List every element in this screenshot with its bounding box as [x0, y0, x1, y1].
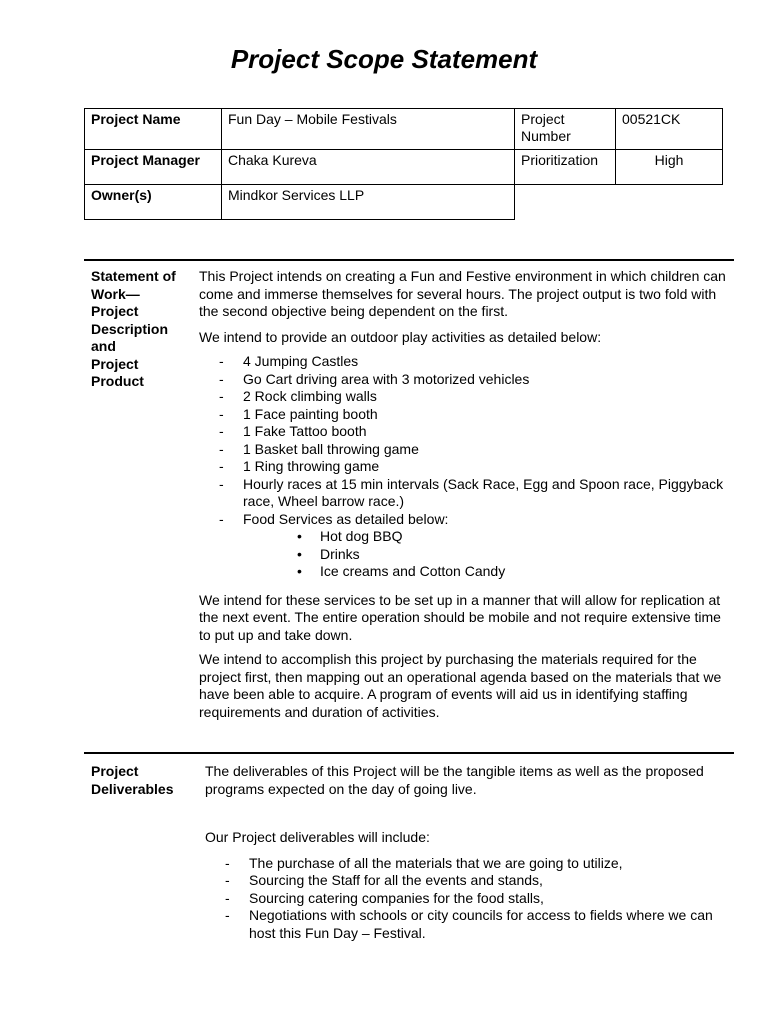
prioritization-label: Prioritization: [515, 150, 616, 185]
project-number-value: 00521CK: [616, 109, 723, 150]
activities-list: [199, 353, 727, 528]
deliverables-lead: Our Project deliverables will include:: [205, 829, 430, 845]
project-name-label: Project Name: [85, 109, 222, 150]
statement-label-line: and: [91, 338, 116, 354]
list-item: - Negotiations with schools or city councils for access to fields where we can host this Fun Day – Festival.: [225, 907, 713, 941]
project-number-label: Project Number: [515, 109, 616, 150]
statement-label-line: Work—: [91, 285, 140, 302]
statement-label-line: Statement of: [91, 268, 176, 284]
deliverables-label-line: Deliverables: [91, 780, 174, 797]
list-item: - 4 Jumping Castles: [219, 353, 359, 369]
list-item: - 1 Face painting booth: [219, 405, 378, 422]
deliverables-label: [91, 763, 174, 798]
list-item: - Hourly races at 15 min intervals (Sack Race, Egg and Spoon race, Piggyback race, Wheel barrow race.): [219, 475, 724, 509]
owners-label: Owner(s): [85, 185, 222, 220]
owners-value: Mindkor Services LLP: [222, 185, 515, 220]
statement-label: [91, 268, 176, 391]
list-item: - 2 Rock climbing walls: [219, 388, 377, 404]
statement-label-line: Project: [91, 355, 139, 372]
statement-body: [199, 268, 727, 721]
statement-label-line: Description: [91, 320, 169, 337]
deliverables-list: [205, 855, 727, 943]
list-item: - 1 Fake Tattoo booth: [219, 423, 367, 439]
list-item: - Sourcing catering companies for the food stalls,: [225, 889, 544, 906]
statement-intro: This Project intends on creating a Fun and Festive environment in which children can come and immerse themselves for several hours. The project output is two fold with the second objective being dependent on the first.: [199, 268, 726, 319]
deliverables-body: [205, 763, 727, 942]
deliverables-intro: The deliverables of this Project will be the tangible items as well as the proposed programs expected on the day of going live.: [205, 763, 704, 797]
prioritization-value: High: [616, 150, 723, 185]
list-item: - Go Cart driving area with 3 motorized vehicles: [219, 370, 530, 387]
food-list: [199, 528, 727, 581]
statement-lead: We intend to provide an outdoor play activities as detailed below:: [199, 328, 602, 345]
section-divider: [84, 752, 734, 754]
list-item: • Hot dog BBQ: [297, 528, 403, 544]
list-item: - Sourcing the Staff for all the events and stands,: [225, 872, 543, 888]
list-item: - 1 Basket ball throwing game: [219, 440, 419, 457]
project-manager-label: Project Manager: [85, 150, 222, 185]
list-item: - The purchase of all the materials that we are going to utilize,: [225, 854, 623, 871]
project-manager-value: Chaka Kureva: [222, 150, 515, 185]
list-item: - Food Services as detailed below:: [219, 510, 449, 527]
list-item: • Drinks: [297, 545, 360, 562]
empty-cell: [515, 185, 723, 220]
project-info-table: [84, 108, 723, 220]
statement-label-line: Project: [91, 303, 139, 319]
statement-paragraph: We intend to accomplish this project by purchasing the materials required for the project first, then mapping out an operational agenda based on the materials that we have been able to acquire. A program of events will aid us in identifying staffing requirements and duration of activities.: [199, 651, 722, 720]
deliverables-label-line: Project: [91, 763, 139, 779]
page-title: Project Scope Statement: [230, 44, 538, 74]
list-item: • Ice creams and Cotton Candy: [297, 563, 506, 579]
statement-label-line: Product: [91, 373, 144, 389]
section-divider: [84, 259, 734, 261]
project-name-value: Fun Day – Mobile Festivals: [222, 109, 515, 150]
statement-paragraph: We intend for these services to be set up in a manner that will allow for replication at the next event. The entire operation should be mobile and not require extensive time to put up and take down.: [199, 591, 721, 643]
list-item: - 1 Ring throwing game: [219, 458, 380, 474]
